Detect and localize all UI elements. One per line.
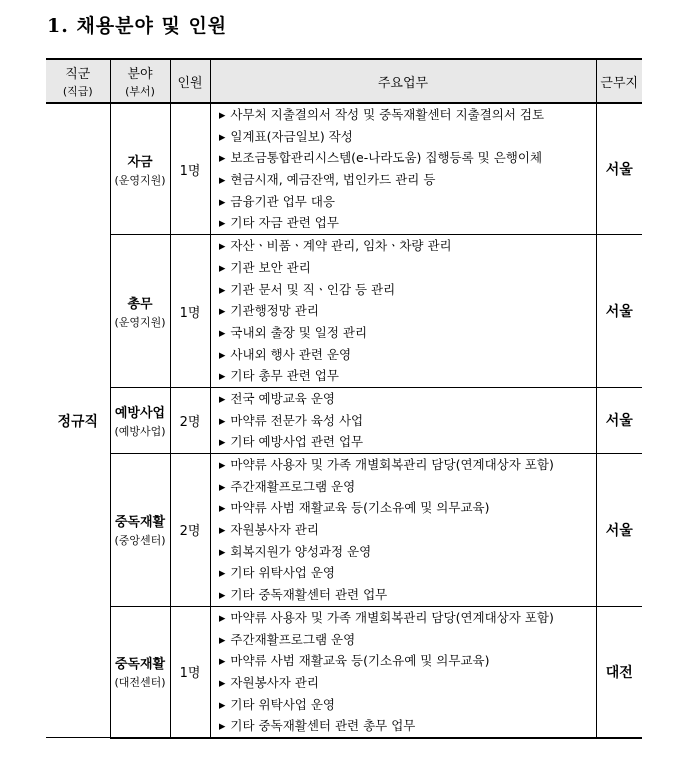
recruitment-table [46,58,642,739]
location-cell: 서울 [596,235,642,388]
duty-text: 금융기관 업무 대응 [230,193,335,209]
duty-item [219,519,596,541]
duty-text: 마약류 전문가 육성 사업 [230,412,364,428]
triangle-right-icon: ▶ [218,328,226,339]
triangle-right-icon: ▶ [218,547,226,558]
dept-sub: (대전센터) [114,676,166,690]
dept-cell [110,103,170,235]
triangle-right-icon: ▶ [218,678,226,689]
triangle-right-icon: ▶ [218,416,226,427]
duty-text: 보조금통합관리시스템(e-나라도움) 집행등록 및 은행이체 [230,150,543,166]
duty-text: 기관행정망 관리 [230,303,319,319]
duty-text: 전국 예방교육 운영 [230,390,335,406]
duty-item [219,300,596,322]
triangle-right-icon: ▶ [218,263,226,274]
location-cell: 서울 [596,454,642,607]
header-grade-label: 직군 [65,67,91,82]
duty-text: 마약류 사용자 및 가족 개별회복관리 담당(연계대상자 포함) [230,609,554,625]
duty-item [219,410,596,432]
duty-text: 주간재활프로그램 운영 [230,631,356,647]
duty-item [219,562,596,584]
dept-name: 자금 [127,154,153,170]
dept-cell [110,235,170,388]
triangle-right-icon: ▶ [218,132,226,143]
dept-name: 총무 [127,296,153,312]
table-row [46,454,642,607]
duty-item [219,607,596,629]
count-cell: 1명 [170,606,210,738]
dept-cell [110,606,170,738]
dept-name: 예방사업 [114,405,166,421]
count-cell: 1명 [170,103,210,235]
triangle-right-icon: ▶ [218,154,226,165]
duty-item [219,257,596,279]
duty-item [219,126,596,148]
duty-text: 현금시재, 예금잔액, 법인카드 관리 등 [230,172,436,188]
duty-item [219,650,596,672]
duty-item [219,322,596,344]
triangle-right-icon: ▶ [218,372,226,383]
triangle-right-icon: ▶ [218,700,226,711]
duty-text: 기관 문서 및 직ㆍ인감 등 관리 [230,281,396,297]
duty-item [219,169,596,191]
header-dept [110,59,170,103]
triangle-right-icon: ▶ [218,197,226,208]
duties-cell [210,454,596,607]
header-dept-label: 분야 [127,67,153,82]
grade-cell: 정규직 [46,103,110,738]
duties-cell [210,387,596,453]
header-grade [46,59,110,103]
duty-text: 기타 위탁사업 운영 [230,565,335,581]
duty-text: 마약류 사용자 및 가족 개별회복관리 담당(연계대상자 포함) [230,457,554,472]
table-row [46,606,642,738]
count-cell: 2명 [170,387,210,453]
duty-item [219,431,596,453]
table-row [46,103,642,235]
duty-item [219,365,596,387]
dept-name: 중독재활 [114,515,166,531]
duty-text: 국내외 출장 및 일정 관리 [230,324,368,340]
triangle-right-icon: ▶ [218,350,226,361]
duty-item [219,454,596,476]
duty-text: 기관 보안 관리 [230,259,311,275]
duty-item [219,629,596,651]
triangle-right-icon: ▶ [218,219,226,230]
duties-cell [210,103,596,235]
header-location: 근무지 [596,59,642,103]
duty-item [219,694,596,716]
duty-item [219,212,596,234]
triangle-right-icon: ▶ [218,461,226,471]
duty-item [219,476,596,498]
triangle-right-icon: ▶ [218,657,226,668]
dept-sub: (운영지원) [114,173,166,187]
duty-item [219,104,596,126]
header-count: 인원 [170,59,210,103]
location-cell: 서울 [596,103,642,235]
duty-text: 자원봉사자 관리 [230,674,319,690]
duty-text: 사내외 행사 관련 운영 [230,346,352,362]
duty-text: 기타 자금 관련 업무 [230,215,339,231]
triangle-right-icon: ▶ [218,613,226,624]
duty-item [219,147,596,169]
table-row [46,387,642,453]
triangle-right-icon: ▶ [218,526,226,537]
duty-text: 마약류 사범 재활교육 등(기소유예 및 의무교육) [230,500,490,516]
triangle-right-icon: ▶ [218,438,226,449]
header-grade-sub: (직급) [62,85,93,98]
duty-text: 기타 중독재활센터 관련 총무 업무 [230,718,416,734]
triangle-right-icon: ▶ [218,394,226,405]
triangle-right-icon: ▶ [218,569,226,580]
dept-cell [110,454,170,607]
duty-text: 회복지원가 양성과정 운영 [230,543,372,559]
duty-item [219,497,596,519]
triangle-right-icon: ▶ [218,285,226,296]
dept-sub: (중앙센터) [114,534,166,548]
duty-text: 기타 중독재활센터 관련 업무 [230,587,388,603]
table-header-row [46,59,642,103]
triangle-right-icon: ▶ [218,722,226,733]
section-title: 1. 채용분야 및 인원 [47,15,228,37]
count-cell: 2명 [170,454,210,607]
location-cell: 서울 [596,387,642,453]
triangle-right-icon: ▶ [218,176,226,187]
duty-text: 자원봉사자 관리 [230,522,319,538]
header-duties: 주요업무 [210,59,596,103]
duty-item [219,672,596,694]
triangle-right-icon: ▶ [218,482,226,493]
dept-sub: (운영지원) [114,315,166,329]
triangle-right-icon: ▶ [218,111,226,121]
duty-text: 주간재활프로그램 운영 [230,478,356,494]
duty-item [219,541,596,563]
duty-text: 사무처 지출결의서 작성 및 중독재활센터 지출결의서 검토 [230,107,545,122]
duty-text: 자산ㆍ비품ㆍ계약 관리, 임차ㆍ차량 관리 [230,238,452,254]
duty-text: 마약류 사범 재활교육 등(기소유예 및 의무교육) [230,653,490,669]
duty-text: 기타 예방사업 관련 업무 [230,434,364,450]
duty-item [219,584,596,606]
dept-cell [110,387,170,453]
duty-text: 기타 총무 관련 업무 [230,368,339,384]
dept-sub: (예방사업) [114,424,166,438]
dept-name: 중독재활 [114,657,166,673]
table-row [46,235,642,388]
triangle-right-icon: ▶ [218,591,226,602]
duty-text: 일계표(자금일보) 작성 [230,128,353,144]
triangle-right-icon: ▶ [218,504,226,515]
duty-item [219,344,596,366]
location-cell: 대전 [596,606,642,738]
triangle-right-icon: ▶ [218,242,226,253]
duty-item [219,279,596,301]
header-dept-sub: (부서) [125,85,155,98]
triangle-right-icon: ▶ [218,307,226,318]
triangle-right-icon: ▶ [218,635,226,646]
duty-item [219,715,596,737]
duty-text: 기타 위탁사업 운영 [230,696,335,712]
duty-item [219,191,596,213]
duties-cell [210,606,596,738]
duty-item [219,388,596,410]
count-cell: 1명 [170,235,210,388]
duties-cell [210,235,596,388]
duty-item [219,235,596,257]
